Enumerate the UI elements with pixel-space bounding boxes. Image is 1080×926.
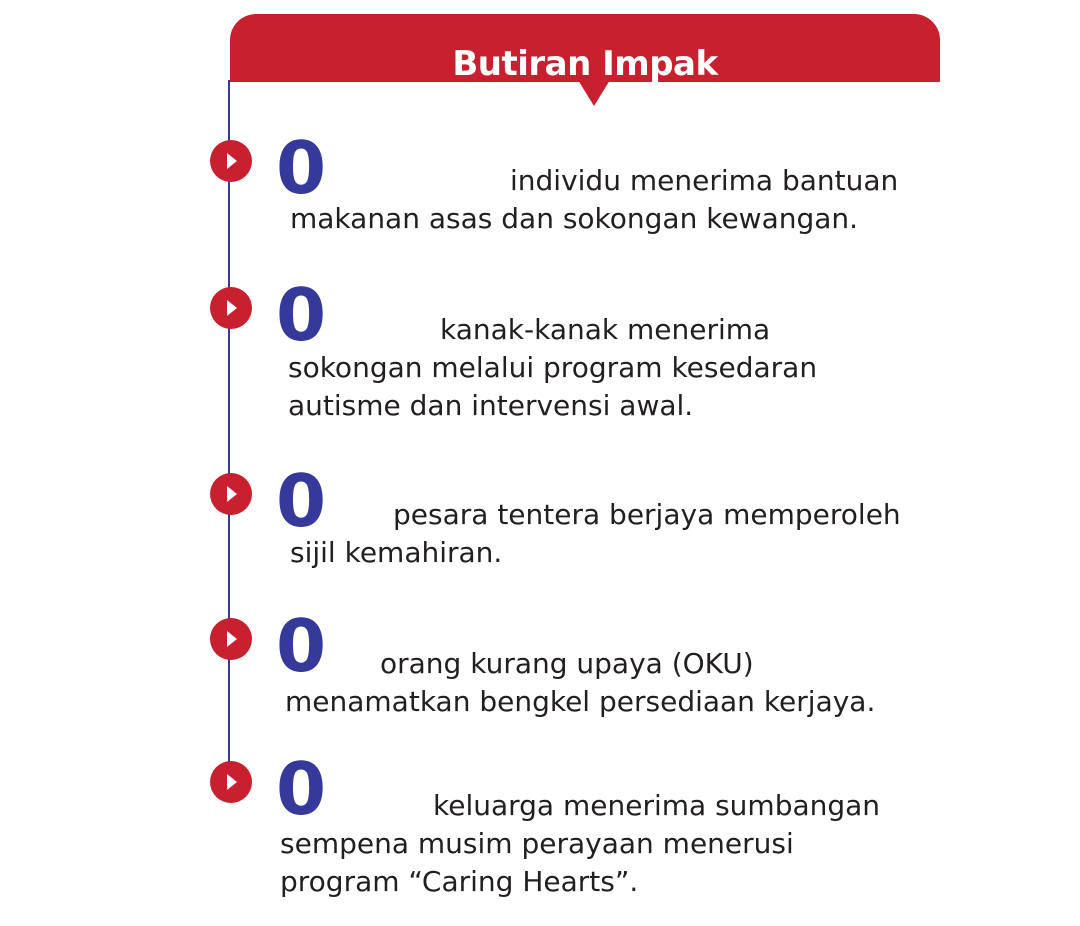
play-arrow-icon [210,761,252,803]
impact-text-2-line-3: autisme dan intervensi awal. [288,389,694,422]
play-arrow-icon [210,287,252,329]
header-pointer [578,80,610,106]
impact-text-3-line-2: sijil kemahiran. [290,536,503,569]
impact-text-3-line-1: pesara tentera berjaya memperoleh [393,498,901,531]
impact-text-4-line-2: menamatkan bengkel persediaan kerjaya. [285,685,876,718]
impact-text-1-line-1: individu menerima bantuan [510,164,899,197]
play-arrow-icon [210,140,252,182]
timeline-line [228,80,230,780]
impact-text-4-line-1: orang kurang upaya (OKU) [380,647,754,680]
impact-value-1: 0 [276,126,327,210]
section-title: Butiran Impak [452,44,718,84]
impact-text-2-line-1: kanak-kanak menerima [440,313,771,346]
impact-text-5-line-1: keluarga menerima sumbangan [433,789,881,822]
impact-text-5-line-3: program “Caring Hearts”. [280,865,639,898]
impact-text-1-line-2: makanan asas dan sokongan kewangan. [290,202,859,235]
impact-value-5: 0 [276,747,327,831]
play-arrow-icon [210,473,252,515]
impact-text-2-line-2: sokongan melalui program kesedaran [288,351,818,384]
impact-value-2: 0 [276,273,327,357]
impact-text-5-line-2: sempena musim perayaan menerusi [280,827,794,860]
section-header [230,14,940,82]
impact-value-4: 0 [276,604,327,688]
impact-value-3: 0 [276,459,327,543]
play-arrow-icon [210,618,252,660]
